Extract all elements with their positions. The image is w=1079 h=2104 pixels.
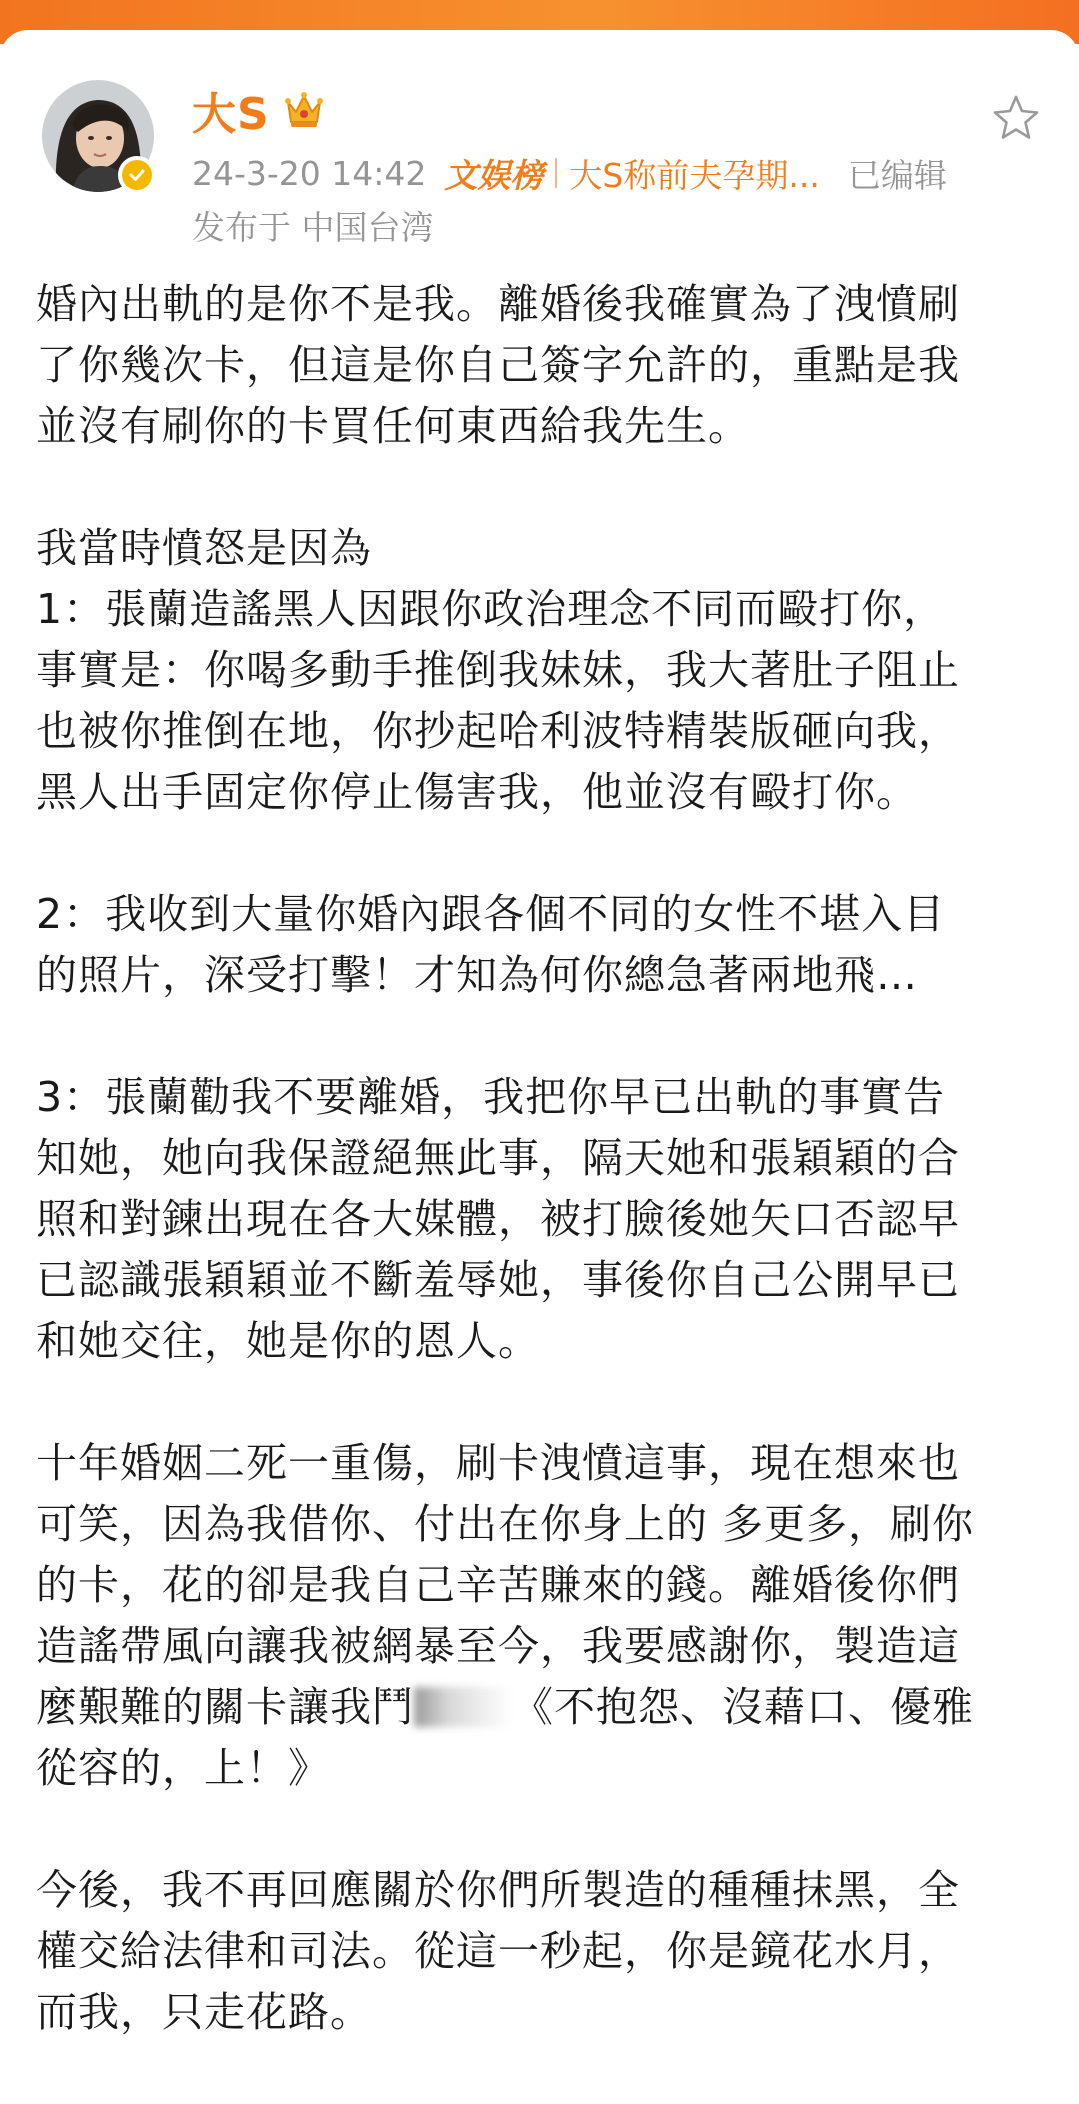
post-body [36, 274, 1046, 2104]
paragraph-6 [36, 1860, 1046, 2043]
text-line: 照和對鍊出現在各大媒體，被打臉後她矢口否認早 [36, 1195, 960, 1243]
post-card [0, 30, 1079, 2036]
star-outline-icon[interactable] [990, 92, 1042, 144]
text-line: 權交給法律和司法。從這一秒起，你是鏡花水月， [36, 1927, 960, 1975]
text-line: 十年婚姻二死一重傷，刷卡洩憤這事，現在想來也 [36, 1439, 960, 1487]
avatar[interactable] [42, 80, 154, 192]
blurred-redaction [414, 1687, 512, 1727]
text-line: 並沒有刷你的卡買任何東西給我先生。 [36, 402, 750, 450]
username[interactable]: 大S [192, 89, 270, 140]
text-line: 黑人出手固定你停止傷害我，他並沒有毆打你。 [36, 768, 918, 816]
text-line: 婚內出軌的是你不是我。離婚後我確實為了洩憤刷 [36, 280, 960, 328]
timestamp: 24-3-20 14:42 [192, 153, 427, 193]
paragraph-1 [36, 274, 1046, 457]
paragraph-4 [36, 1067, 1046, 1372]
rank-topic-link[interactable]: 大S称前夫孕期... [569, 155, 820, 195]
text-line: 了你幾次卡，但這是你自己簽字允許的，重點是我 [36, 341, 960, 389]
text-line: 也被你推倒在地，你抄起哈利波特精裝版砸向我， [36, 707, 960, 755]
text-line: 而我，只走花路。 [36, 1988, 372, 2036]
meta-row [192, 148, 947, 198]
text-line: 的照片，深受打擊！才知為何你總急著兩地飛… [36, 951, 918, 999]
rank-tag[interactable]: 文娱榜 [444, 155, 544, 195]
text-line: 2：我收到大量你婚內跟各個不同的女性不堪入目 [36, 890, 946, 938]
username-row[interactable] [192, 80, 326, 140]
text-line: 事實是：你喝多動手推倒我妹妹，我大著肚子阻止 [36, 646, 960, 694]
text-line: 和她交往，她是你的恩人。 [36, 1317, 540, 1365]
text-line: 造謠帶風向讓我被網暴至今，我要感謝你，製造這 [36, 1622, 960, 1670]
text-line: 我當時憤怒是因為 [36, 524, 372, 572]
paragraph-5 [36, 1433, 1046, 1799]
crown-icon [282, 88, 326, 132]
text-line: 3：張蘭勸我不要離婚，我把你早已出軌的事實告 [36, 1073, 946, 1121]
text-segment: 麼艱難的關卡讓我鬥 [36, 1683, 414, 1731]
text-line: 可笑，因為我借你、付出在你身上的 多更多，刷你 [36, 1500, 975, 1548]
verified-badge-icon [118, 156, 156, 194]
text-line: 已認識張穎穎並不斷羞辱她，事後你自己公開早已 [36, 1256, 960, 1304]
text-line: 的卡，花的卻是我自己辛苦賺來的錢。離婚後你們 [36, 1561, 960, 1609]
text-line-with-blur [36, 1677, 1046, 1738]
text-line: 今後，我不再回應關於你們所製造的種種抹黑，全 [36, 1866, 960, 1914]
text-line: 知她，她向我保證絕無此事，隔天她和張穎穎的合 [36, 1134, 960, 1182]
paragraph-3 [36, 884, 1046, 1006]
rank-divider [555, 158, 557, 188]
edited-label[interactable]: 已编辑 [847, 155, 947, 195]
text-line: 從容的，上！》 [36, 1744, 330, 1792]
text-line: 1：張蘭造謠黑人因跟你政治理念不同而毆打你， [36, 585, 946, 633]
location: 发布于 中国台湾 [192, 207, 434, 247]
text-segment: 《不抱怨、沒藉口、優雅 [512, 1683, 974, 1731]
paragraph-2 [36, 518, 1046, 823]
